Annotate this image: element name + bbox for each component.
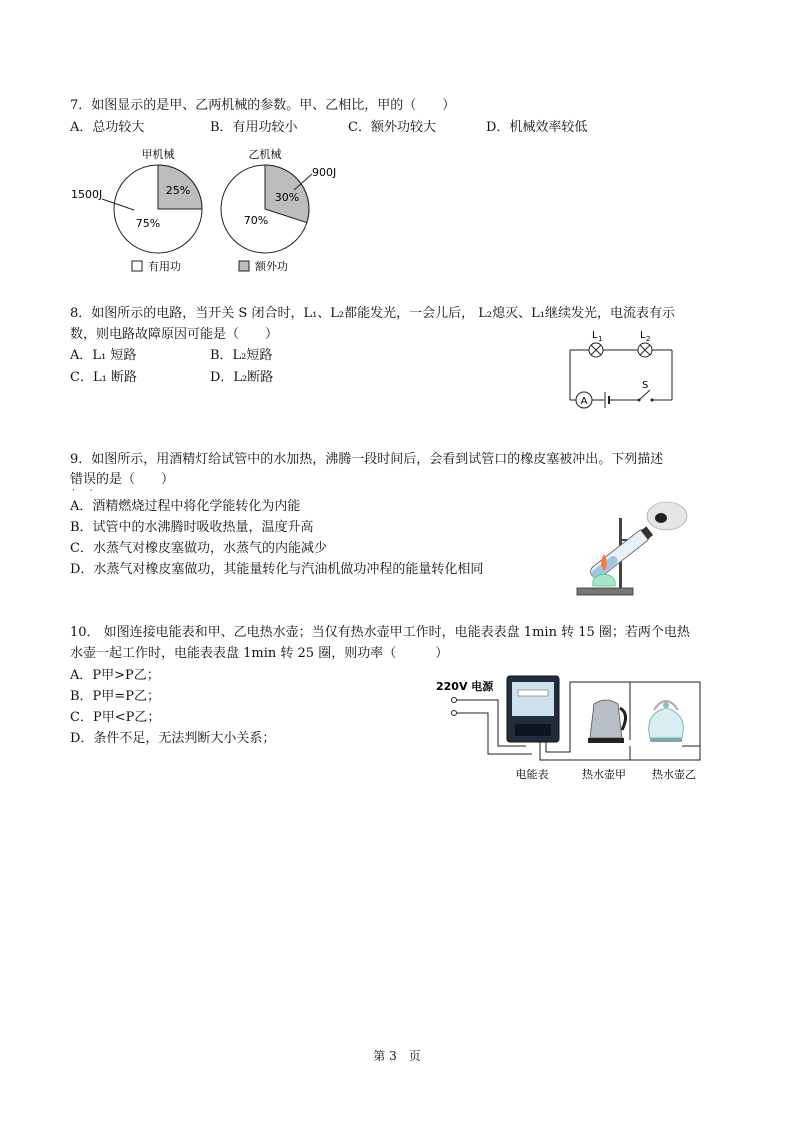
q7-option-a: A．总功较大 (70, 120, 145, 135)
q8-stem-line2: 数，则电路故障原因可能是（ ） (70, 327, 279, 342)
page-footer: 第 3 页 (373, 1049, 421, 1063)
q9-option-d: D．水蒸气对橡皮塞做功，其能量转化与汽油机做功冲程的能量转化相同 (70, 562, 484, 577)
kettle-jia-base (588, 738, 624, 743)
ammeter-label: A (580, 396, 588, 407)
kettle-yi (649, 708, 684, 738)
source-terminal-bottom (452, 711, 457, 716)
q8-option-d: D．L₂断路 (210, 370, 274, 385)
yi-callout: 900J (312, 166, 337, 179)
legend-extra-label: 额外功 (255, 260, 288, 273)
meter-display (512, 682, 554, 716)
lamp-l2-sub: 2 (646, 335, 651, 343)
jia-extra-pct: 25% (165, 184, 191, 197)
q9-stem-line2: 错误的是（ ） (70, 472, 175, 487)
kettle-yi-label: 热水壶乙 (652, 768, 696, 781)
q9-stem-line1: 9．如图所示，用酒精灯给试管中的水加热，沸腾一段时间后，会看到试管口的橡皮塞被冲出。下列描述 (70, 452, 664, 467)
wire-meter-out (540, 742, 630, 760)
q7-stem: 7．如图显示的是甲、乙两机械的参数。甲、乙相比，甲的（ ） (70, 98, 456, 113)
q9-option-c: C．水蒸气对橡皮塞做功，水蒸气的内能减少 (70, 541, 327, 556)
yi-title: 乙机械 (248, 148, 282, 161)
q10-option-b: B．P甲=P乙； (70, 689, 160, 704)
q10-option-a: A．P甲>P乙； (70, 668, 160, 683)
q7-pie-figure (68, 146, 368, 276)
power-source-label: 220V 电源 (436, 680, 494, 693)
legend-extra-swatch (239, 261, 249, 271)
q8-circuit-figure (566, 328, 676, 408)
switch-label: S (642, 380, 649, 391)
q7-option-d: D．机械效率较低 (486, 120, 588, 135)
q8-option-a: A．L₁ 短路 (70, 348, 137, 363)
q9-emphasis-dots: · · (72, 486, 99, 496)
legend-useful-label: 有用功 (148, 260, 181, 273)
meter-label: 电能表 (515, 768, 549, 781)
q7-option-b: B．有用功较小 (210, 120, 298, 135)
q10-stem-line2: 水壶一起工作时，电能表表盘 1min 转 25 圈，则功率（ ） (70, 646, 449, 661)
yi-useful-pct: 70% (243, 214, 269, 227)
kettle-jia-label: 热水壶甲 (582, 768, 626, 781)
yi-extra-pct: 30% (274, 191, 300, 204)
q7-option-c: C．额外功较大 (348, 120, 436, 135)
source-terminal-top (452, 698, 457, 703)
meter-terminal-block (515, 724, 551, 736)
steam-cloud (647, 502, 687, 530)
q9-option-a: A．酒精燃烧过程中将化学能转化为内能 (70, 499, 301, 514)
kettle-jia (590, 700, 622, 738)
meter-window (518, 690, 548, 696)
kettle-yi-base (650, 738, 682, 742)
stand-base (577, 588, 633, 595)
lamp-l1-label: L (592, 330, 598, 341)
q9-test-tube-figure (573, 500, 693, 600)
jia-callout: 1500J (71, 188, 103, 201)
q10-meter-figure (436, 668, 706, 788)
lamp-l2-label: L (640, 330, 646, 341)
jia-useful-pct: 75% (135, 217, 161, 230)
lamp-l1-sub: 1 (598, 335, 603, 343)
switch-blade (639, 390, 650, 400)
q9-option-b: B．试管中的水沸腾时吸收热量，温度升高 (70, 520, 314, 535)
kettle-yi-lid-knob (663, 702, 669, 708)
ejected-stopper (655, 513, 667, 523)
q10-stem-line1: 10． 如图连接电能表和甲、乙电热水壶；当仅有热水壶甲工作时，电能表表盘 1min 转 15 圈；若两个电热 (70, 625, 690, 640)
q8-option-c: C．L₁ 断路 (70, 370, 137, 385)
jia-title: 甲机械 (141, 148, 175, 161)
q10-option-c: C．P甲<P乙； (70, 710, 161, 725)
q10-option-d: D．条件不足，无法判断大小关系； (70, 731, 276, 746)
q8-option-b: B．L₂短路 (210, 348, 273, 363)
wire-return (630, 746, 700, 760)
q8-stem-line1: 8．如图所示的电路，当开关 S 闭合时，L₁、L₂都能发光，一会儿后， L₂熄灭、L₁继续发光，电流表有示 (70, 306, 675, 321)
legend-useful-swatch (132, 261, 142, 271)
